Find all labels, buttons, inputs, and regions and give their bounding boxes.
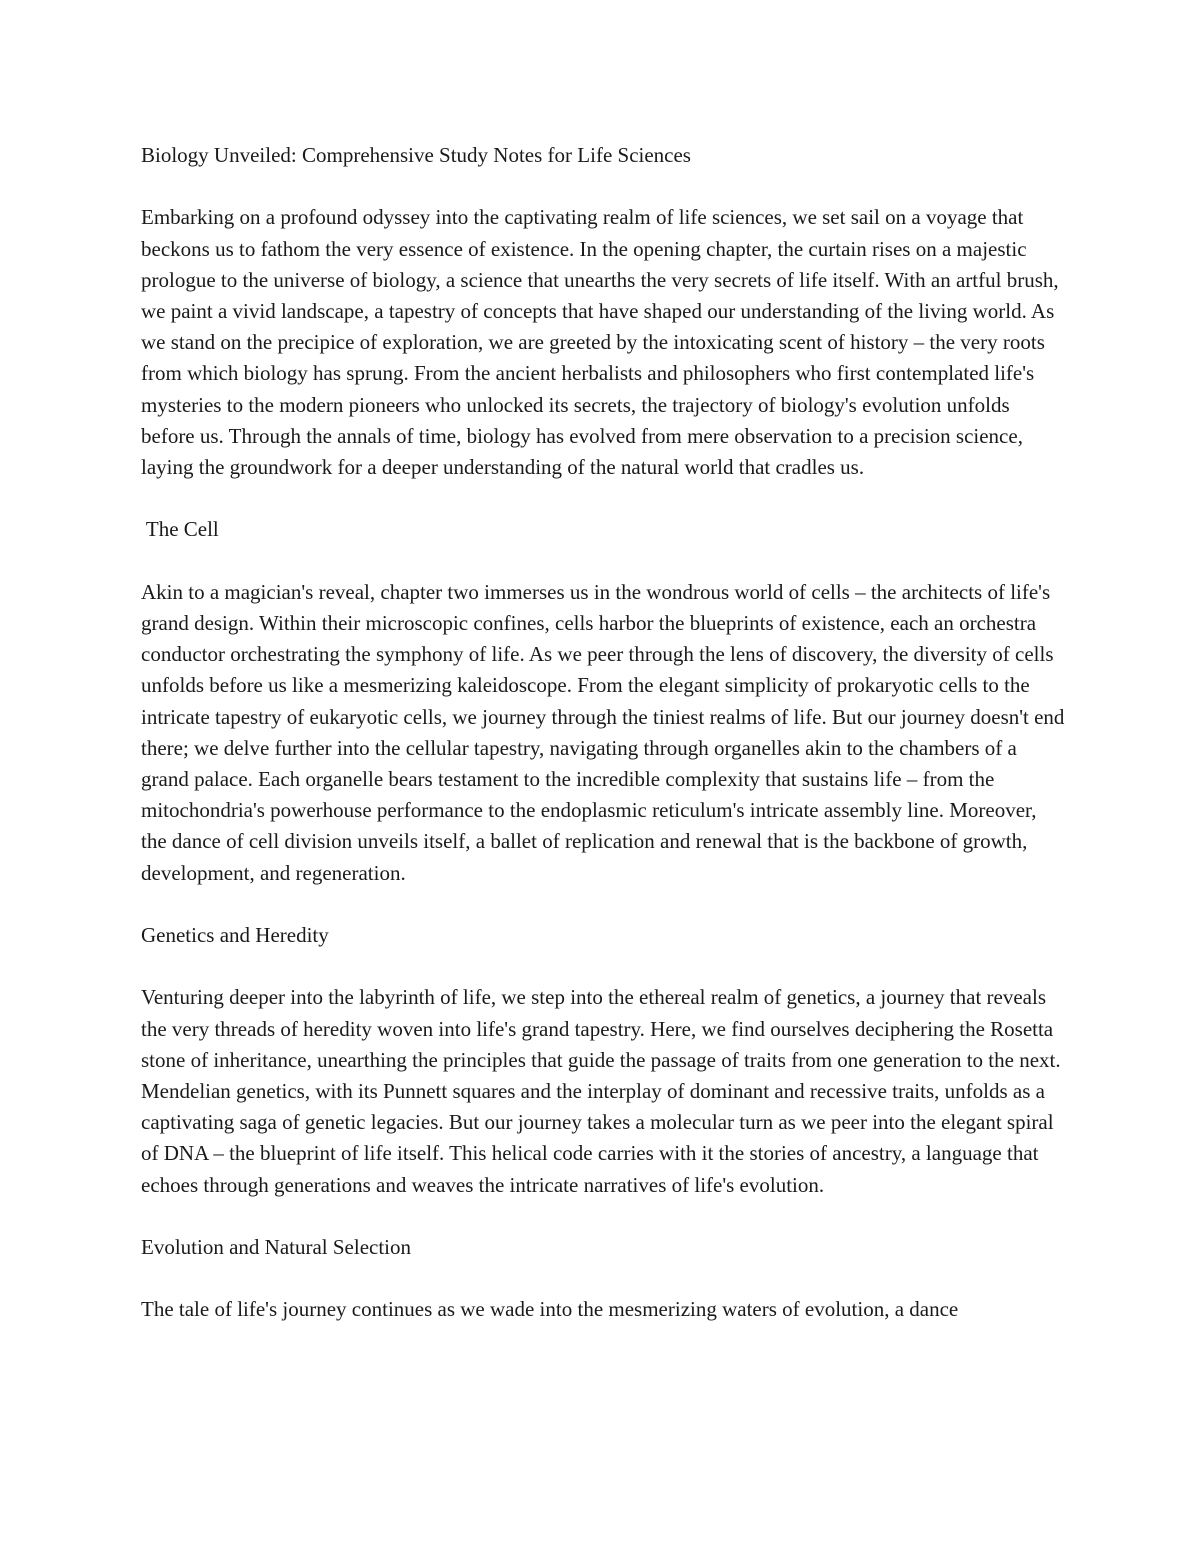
section-body-genetics: Venturing deeper into the labyrinth of life, we step into the ethereal realm of genetics, a journey that reveals the very threads of heredity woven into life's grand tapestry. Here, we find ourselves deciphering the Rosetta stone of inheritance, unearthing the principles that guide the passage of traits from one generation to the next. Mendelian genetics, with its Punnett squares and the interplay of dominant and recessive traits, unfolds as a captivating saga of genetic legacies. But our journey takes a molecular turn as we peer into the elegant spiral of DNA – the blueprint of life itself. This helical code carries with it the stories of ancestry, a language that echoes through generations and weaves the intricate narratives of life's evolution.	[141, 985, 1061, 1197]
section-body-cell: Akin to a magician's reveal, chapter two immerses us in the wondrous world of cells – the architects of life's grand design. Within their microscopic confines, cells harbor the blueprints of existence, each an orchestra conductor orchestrating the symphony of life. As we peer through the lens of discovery, the diversity of cells unfolds before us like a mesmerizing kaleidoscope. From the elegant simplicity of prokaryotic cells to the intricate tapestry of eukaryotic cells, we journey through the tiniest realms of life. But our journey doesn't end there; we delve further into the cellular tapestry, navigating through organelles akin to the chambers of a grand palace. Each organelle bears testament to the incredible complexity that sustains life – from the mitochondria's powerhouse performance to the endoplasmic reticulum's intricate assembly line. Moreover, the dance of cell division unveils itself, a ballet of replication and renewal that is the backbone of growth, development, and regeneration.	[141, 579, 1065, 885]
section-heading-genetics: Genetics and Heredity	[141, 923, 329, 948]
section-body-evolution: The tale of life's journey continues as we wade into the mesmerizing waters of evolution, a dance	[141, 1297, 959, 1322]
intro-paragraph: Embarking on a profound odyssey into the captivating realm of life sciences, we set sail on a voyage that beckons us to fathom the very essence of existence. In the opening chapter, the curtain rises on a majestic prologue to the universe of biology, a science that unearths the very secrets of life itself. With an artful brush, we paint a vivid landscape, a tapestry of concepts that have shaped our understanding of the living world. As we stand on the precipice of exploration, we are greeted by the intoxicating scent of history – the very roots from which biology has sprung. From the ancient herbalists and philosophers who first contemplated life's mysteries to the modern pioneers who unlocked its secrets, the trajectory of biology's evolution unfolds before us. Through the annals of time, biology has evolved from mere observation to a precision science, laying the groundwork for a deeper understanding of the natural world that cradles us.	[141, 205, 1059, 480]
section-heading-cell: The Cell	[141, 517, 219, 542]
document-title: Biology Unveiled: Comprehensive Study Notes for Life Sciences	[141, 143, 691, 167]
document-body	[141, 140, 1066, 1326]
section-heading-evolution: Evolution and Natural Selection	[141, 1235, 412, 1260]
